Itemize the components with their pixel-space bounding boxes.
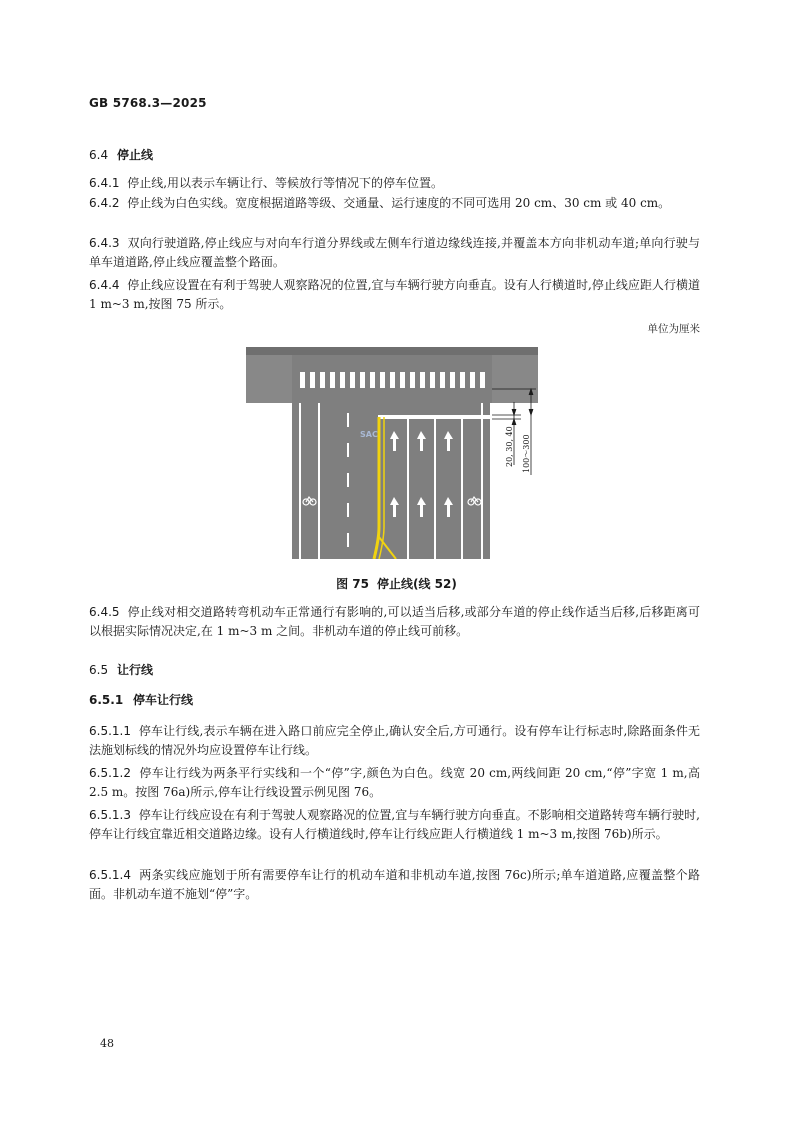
- clause-text: 停车让行线应设在有利于驾驶人观察路况的位置,宜与车辆行驶方向垂直。不影响相交道路转弯车辆行驶时,停车让行线宜靠近相交道路边缘。设有人行横道线时,停车让行线应距人行横道线 1 m~3 m,按图 76b)所示。: [89, 808, 700, 842]
- clause-number: 6.5.1.1: [89, 724, 131, 738]
- left-sidewalk: [246, 403, 292, 559]
- unit-note: 单位为厘米: [647, 323, 700, 335]
- clause-number: 6.4.5: [89, 605, 120, 619]
- clause-text: 双向行驶道路,停止线应与对向车行道分界线或左侧车行道边缘线连接,并覆盖本方向非机动车道;单向行驶与单车道道路,停止线应覆盖整个路面。: [89, 236, 700, 270]
- paragraph-6-5-1-2: [89, 764, 700, 802]
- road-surface-lower: [286, 403, 498, 559]
- clause-number: 6.4.2: [89, 196, 120, 210]
- right-edge-line: [490, 403, 492, 559]
- section-number: 6.4: [89, 148, 109, 162]
- section-number: 6.5: [89, 663, 109, 677]
- stop-line: [378, 415, 536, 419]
- paragraph-6-4-5: [89, 603, 700, 641]
- section-title: 停车让行线: [133, 693, 194, 707]
- section-number: 6.5.1: [89, 693, 124, 707]
- clause-text: 停车让行线,表示车辆在进入路口前应完全停止,确认安全后,方可通行。设有停车让行标志时,除路面条件无法施划标线的情况外均应设置停车让行线。: [89, 724, 700, 758]
- clause-number: 6.5.1.2: [89, 766, 131, 780]
- crossroad-top-band: [246, 347, 538, 355]
- paragraph-6-4-1: [89, 174, 700, 193]
- clause-text: 停止线,用以表示车辆让行、等候放行等情况下的停车位置。: [127, 176, 444, 190]
- stop-line-diagram: [246, 347, 550, 559]
- figure-title: 停止线(线 52): [377, 577, 457, 591]
- corner-curve-left: [246, 393, 292, 403]
- clause-number: 6.4.1: [89, 176, 120, 190]
- clause-number: 6.5.1.4: [89, 868, 131, 882]
- left-edge-line: [299, 403, 301, 559]
- section-heading-6-5: [89, 661, 153, 678]
- figure-caption: [0, 575, 793, 592]
- clause-number: 6.4.3: [89, 236, 120, 250]
- right-bike-lane-line: [481, 403, 483, 559]
- lane-line-2: [434, 419, 436, 559]
- paragraph-6-4-4: [89, 276, 700, 314]
- section-title: 停止线: [117, 148, 154, 162]
- clause-number: 6.5.1.3: [89, 808, 131, 822]
- watermark: SAC: [360, 430, 378, 439]
- clause-text: 停止线对相交道路转弯机动车正常通行有影响的,可以适当后移,或部分车道的停止线作适当后移,后移距离可以根据实际情况决定,在 1 m~3 m 之间。非机动车道的停止线可前移。: [89, 605, 700, 639]
- section-heading-6-4: [89, 146, 153, 163]
- clause-text: 停止线应设置在有利于驾驶人观察路况的位置,宜与车辆行驶方向垂直。设有人行横道时,停止线应距人行横道 1 m~3 m,按图 75 所示。: [89, 278, 700, 312]
- clause-text: 两条实线应施划于所有需要停车让行的机动车道和非机动车道,按图 76c)所示;单车道道路,应覆盖整个路面。非机动车道不施划“停”字。: [89, 868, 700, 902]
- paragraph-6-5-1-3: [89, 806, 700, 844]
- clause-text: 停车让行线为两条平行实线和一个“停”字,颜色为白色。线宽 20 cm,两线间距 20 cm,“停”字宽 1 m,高 2.5 m。按图 76a)所示,停车让行线设置示例见图 76。: [89, 766, 700, 800]
- paragraph-6-4-3: [89, 234, 700, 272]
- dimension-label-width: 20, 30, 40: [505, 426, 514, 467]
- section-heading-6-5-1: [89, 691, 193, 708]
- figure-number: 图 75: [336, 577, 370, 591]
- dimension-label-distance: 100～300: [522, 434, 531, 473]
- section-title: 让行线: [117, 663, 154, 677]
- paragraph-6-5-1-4: [89, 866, 700, 904]
- paragraph-6-5-1-1: [89, 722, 700, 760]
- lane-line-1: [407, 419, 409, 559]
- figure-75-diagram: [246, 347, 550, 559]
- paragraph-6-4-2: [89, 194, 700, 213]
- standard-number: GB 5768.3—2025: [89, 96, 207, 110]
- page-number: 48: [100, 1037, 114, 1050]
- clause-number: 6.4.4: [89, 278, 120, 292]
- clause-text: 停止线为白色实线。宽度根据道路等级、交通量、运行速度的不同可选用 20 cm、30 cm 或 40 cm。: [127, 196, 671, 210]
- lane-line-3: [461, 419, 463, 559]
- left-bike-lane-line: [318, 403, 320, 559]
